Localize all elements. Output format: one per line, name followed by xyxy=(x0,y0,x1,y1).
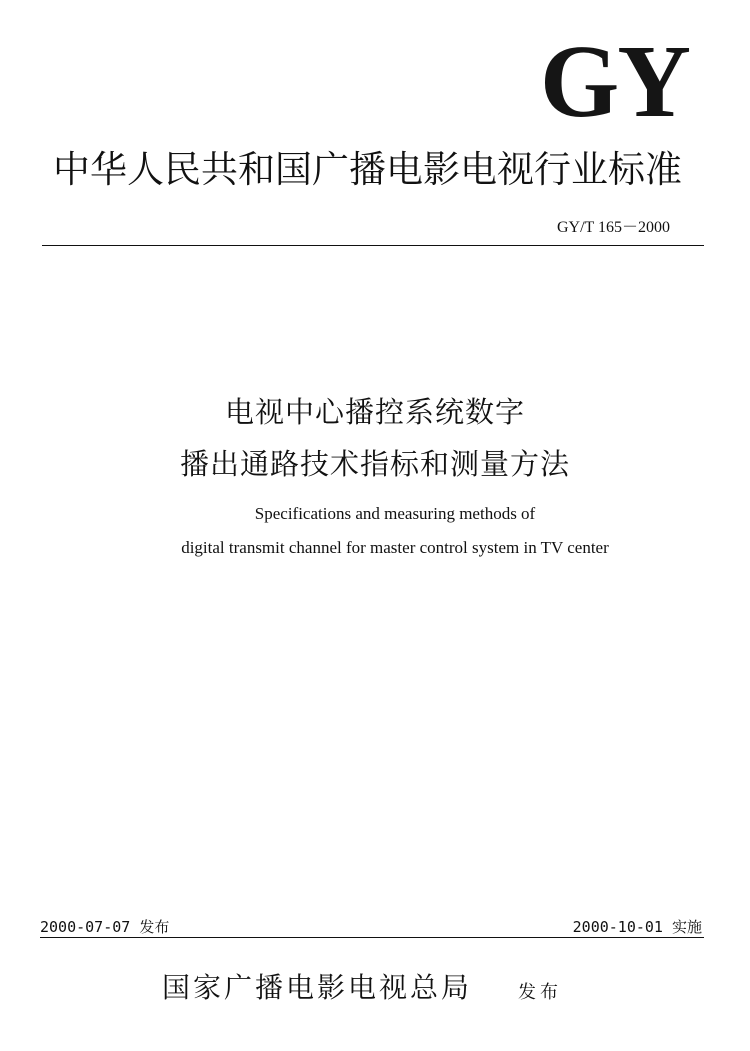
standard-code: GY/T 165－2000 xyxy=(556,219,670,236)
title-en-line-1: Specifications and measuring methods of xyxy=(254,504,536,523)
title-cn-line-2: 播出通路技术指标和测量方法 xyxy=(179,447,570,481)
header-divider xyxy=(42,245,704,246)
standard-organization-title: 中华人民共和国广播电影电视行业标准 xyxy=(53,148,682,191)
title-en-line-2: digital transmit channel for master control system in TV center xyxy=(181,538,609,557)
publish-action-label: 发布 xyxy=(518,982,562,1003)
title-cn-line-1: 电视中心播控系统数字 xyxy=(224,395,525,429)
footer-divider xyxy=(40,937,704,938)
implementation-date: 2000-10-01 实施 xyxy=(572,918,702,936)
issue-date: 2000-07-07 发布 xyxy=(40,918,170,936)
gy-logo: GY xyxy=(540,24,689,139)
publisher-name: 国家广播电影电视总局 xyxy=(162,971,473,1004)
